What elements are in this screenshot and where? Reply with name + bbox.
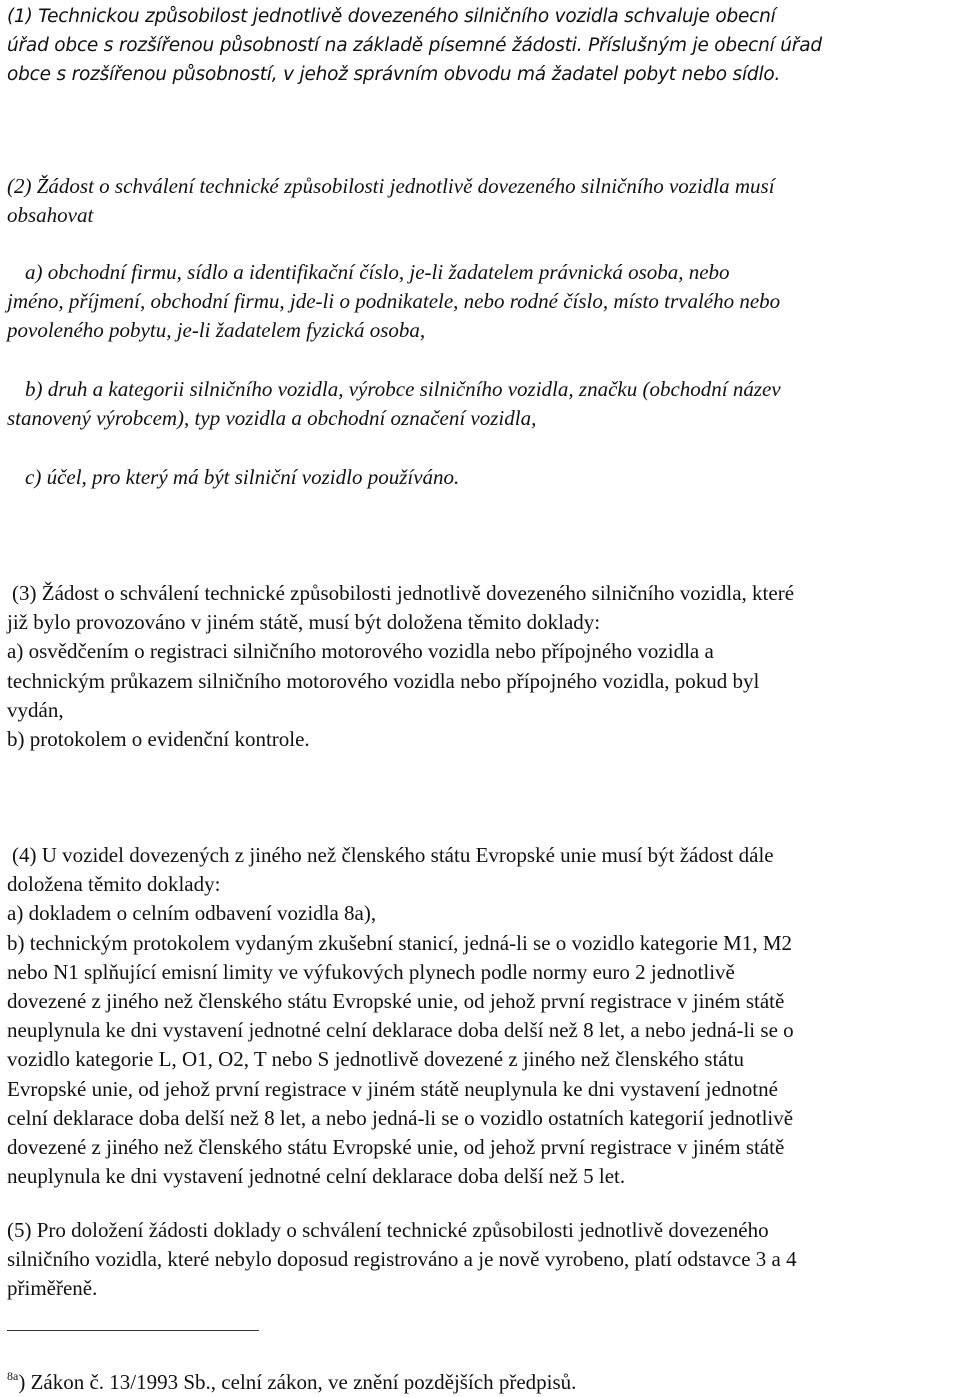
text-line: (1) Technickou způsobilost jednotlivě dovezeného silničního vozidla schvaluje obecní (7, 6, 776, 27)
text-line: neuplynula ke dni vystavení jednotné celní deklarace doba delší než 5 let. (7, 1164, 626, 1189)
text-line: a) osvědčením o registraci silničního motorového vozidla nebo přípojného vozidla a (7, 639, 714, 664)
text-line: technickým průkazem silničního motorového vozidla nebo přípojného vozidla, pokud byl (7, 668, 760, 693)
paragraph-2-item-a (7, 258, 955, 345)
text-line: (5) Pro doložení žádosti doklady o schválení technické způsobilosti jednotlivě dovezeného (7, 1218, 769, 1242)
text-line: vydán, (7, 697, 64, 722)
paragraph-1 (7, 2, 955, 89)
paragraph-2-item-c (7, 463, 955, 492)
text-line: b) technickým protokolem vydaným zkušební stanicí, jedná-li se o vozidlo kategorie M1, M2 (7, 930, 792, 955)
text-line: celní deklarace doba delší než 8 let, a nebo jedná-li se o vozidlo ostatních kategorií jednotlivě (7, 1105, 794, 1130)
text-line: (3) Žádost o schválení technické způsobilosti jednotlivě dovezeného silničního vozidla, které (12, 581, 795, 605)
text-line: již bylo provozováno v jiném státě, musí být doložena těmito doklady: (7, 610, 601, 635)
text-line: povoleného pobytu, je-li žadatelem fyzická osoba, (7, 318, 426, 342)
text-line: vozidlo kategorie L, O1, O2, T nebo S jednotlivě dovezené z jiného než členského státu (7, 1047, 744, 1072)
text-line: c) účel, pro který má být silniční vozidlo používáno. (25, 465, 460, 489)
text-line: (4) U vozidel dovezených z jiného než členského státu Evropské unie musí být žádost dále (12, 843, 774, 867)
paragraph-3 (7, 579, 955, 754)
text-line: neuplynula ke dni vystavení jednotné celní deklarace doba delší než 8 let, a nebo jedná-li se o (7, 1018, 794, 1043)
text-line: obsahovat (7, 203, 94, 227)
text-line: a) dokladem o celním odbavení vozidla 8a), (7, 901, 377, 926)
paragraph-2 (7, 172, 955, 230)
text-line: obce s rozšířenou působností, v jehož správním obvodu má žadatel pobyt nebo sídlo. (7, 64, 781, 85)
text-line: úřad obce s rozšířenou působností na základě písemné žádosti. Příslušným je obecní úřad (7, 35, 822, 56)
text-line: doložena těmito doklady: (7, 872, 221, 897)
paragraph-4 (7, 841, 955, 1191)
text-line: nebo N1 splňující emisní limity ve výfukových plynech podle normy euro 2 jednotlivě (7, 959, 735, 984)
text-line: dovezené z jiného než členského státu Evropské unie, od jehož první registrace v jiném státě (7, 1135, 785, 1160)
text-line: jméno, příjmení, obchodní firmu, jde-li o podnikatele, nebo rodné číslo, místo trvalého nebo (7, 289, 781, 313)
text-line: a) obchodní firmu, sídlo a identifikační číslo, je-li žadatelem právnická osoba, nebo (25, 260, 730, 284)
paragraph-2-item-b (7, 375, 955, 433)
text-line: b) druh a kategorii silničního vozidla, výrobce silničního vozidla, značku (obchodní název (25, 377, 781, 401)
text-line: (2) Žádost o schválení technické způsobilosti jednotlivě dovezeného silničního vozidla musí (7, 174, 775, 198)
footnote-divider (7, 1330, 259, 1331)
text-line: b) protokolem o evidenční kontrole. (7, 727, 310, 752)
text-line: přiměřeně. (7, 1276, 98, 1301)
text-line: Evropské unie, od jehož první registrace v jiném státě neuplynula ke dni vystavení jednotné (7, 1076, 778, 1101)
paragraph-5 (7, 1216, 955, 1304)
footnote-text: ) Zákon č. 13/1993 Sb., celní zákon, ve znění pozdějších předpisů. (18, 1370, 577, 1394)
text-line: silničního vozidla, které nebylo doposud registrováno a je nově vyrobeno, platí odstavce 3 a 4 (7, 1247, 797, 1272)
text-line: stanovený výrobcem), typ vozidla a obchodní označení vozidla, (7, 406, 537, 430)
text-line: dovezené z jiného než členského státu Evropské unie, od jehož první registrace v jiném státě (7, 989, 785, 1014)
footnote-mark: 8a (7, 1369, 19, 1383)
